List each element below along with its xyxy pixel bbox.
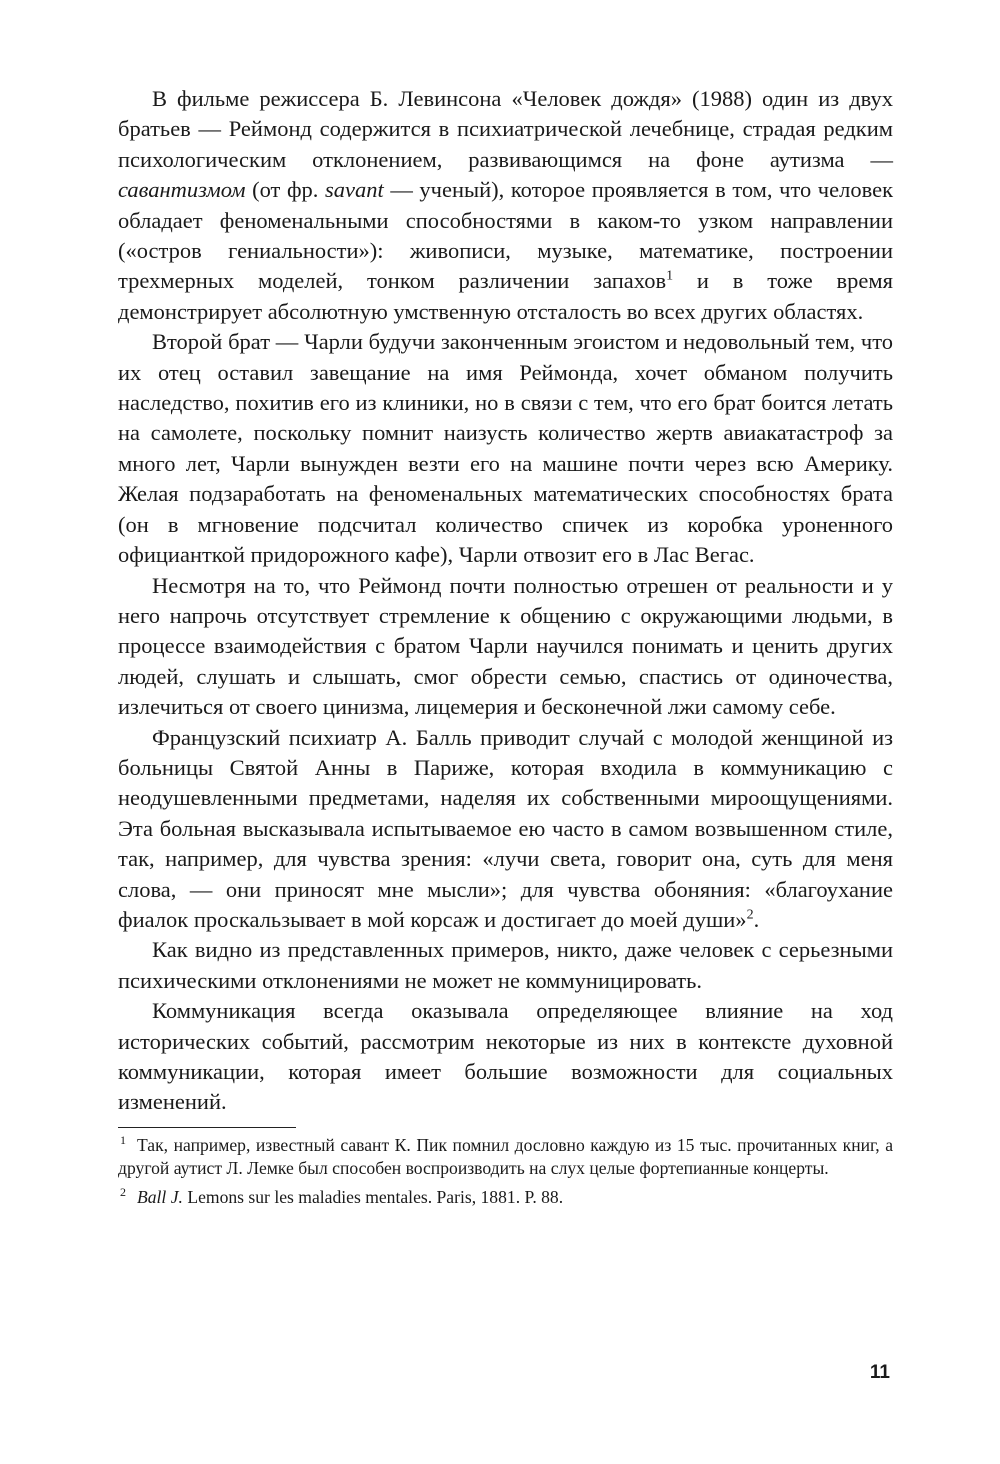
footnote-text: Так, например, известный савант К. Пик помнил дословно каждую из 15 тыс. прочитанных книг, а другой аутист Л. Лемке был способен воспроизводить на слух целые фортепианные концерты. <box>118 1134 893 1179</box>
footnote-mark: 1 <box>120 1132 126 1147</box>
paragraph-text: Французский психиатр А. Балль приводит случай с молодой женщиной из больницы Святой Анны в Париже, которая входила в коммуникацию с неодушевленными предметами, наделяя их собственными мироощущениями. Эта больная высказывала испытываемое ею часто в самом возвышенном стиле, так, например, для чувства зрения: «лучи света, говорит она, суть для меня слова, — они приносят мне мысли»; для чувства обоняния: «благоухание фиалок проскальзывает в мой корсаж и достигает до моей души» <box>118 724 893 932</box>
footnotes <box>118 1134 893 1210</box>
paragraph-text: и в тоже время демонстрирует абсолютную умственную отсталость во всех других областях. <box>118 268 893 324</box>
paragraph-text: . <box>753 906 760 932</box>
paragraph-text: — ученый), которое проявляется в том, что человек обладает феноменальными способностями в каком-то узком направлении («остров гениальности»): живописи, музыке, математике, построении трехмерных моделей, тонком различении запахов <box>118 177 894 294</box>
footnote-1 <box>118 1134 893 1181</box>
paragraph-4 <box>118 723 893 936</box>
paragraph-5: Как видно из представленных примеров, никто, даже человек с серьезными психическими отклонениями не может не коммуницировать. <box>118 937 893 993</box>
italic-term: savant <box>325 177 384 203</box>
footnote-divider <box>118 1127 296 1128</box>
paragraph-text: (от фр. <box>245 177 325 203</box>
paragraph-text: В фильме режиссера Б. Левинсона «Человек дождя» (1988) один из двух братьев — Реймонд содержится в психиатрической лечебнице, страдая редким психологическим отклонением, развивающимся на фоне аутизма — <box>118 86 893 172</box>
paragraph-1 <box>118 84 893 327</box>
footnote-reference: 1 <box>666 268 674 284</box>
paragraph-3: Несмотря на то, что Реймонд почти полностью отрешен от реальности и у него напрочь отсутствует стремление к общению с окружающими людьми, в процессе взаимодействия с братом Чарли научился понимать и ценить других людей, слушать и слышать, смог обрести семью, спастись от одиночества, излечиться от своего цинизма, лицемерия и бесконечной лжи самому себе. <box>118 572 893 720</box>
paragraph-2: Второй брат — Чарли будучи законченным эгоистом и недовольный тем, что их отец оставил завещание на имя Реймонда, хочет обманом получить наследство, похитив его из клиники, но в связи с тем, что его брат боится летать на самолете, поскольку помнит наизусть количество жертв авиакатастроф за много лет, Чарли вынужден везти его на машине почти через всю Америку. Желая подзаработать на феноменальных математических способностях брата (он в мгновение подсчитал количество спичек из коробка уроненного официанткой придорожного кафе), Чарли отвозит его в Лас Вегас. <box>118 329 893 568</box>
footnote-reference: 2 <box>746 907 754 923</box>
footnote-author: Ball J. <box>137 1187 183 1207</box>
page-number: 11 <box>869 1362 890 1383</box>
italic-term: савантизмом <box>118 177 246 203</box>
book-page <box>118 84 893 1215</box>
paragraph-6: Коммуникация всегда оказывала определяющее влияние на ход исторических событий, рассмотрим некоторые из них в контексте духовной коммуникации, которая имеет большие возможности для социальных изменений. <box>118 998 893 1115</box>
footnote-mark: 2 <box>120 1185 126 1200</box>
footnote-2 <box>118 1186 893 1210</box>
footnote-text: Lemons sur les maladies mentales. Paris, 1881. P. 88. <box>182 1187 564 1207</box>
